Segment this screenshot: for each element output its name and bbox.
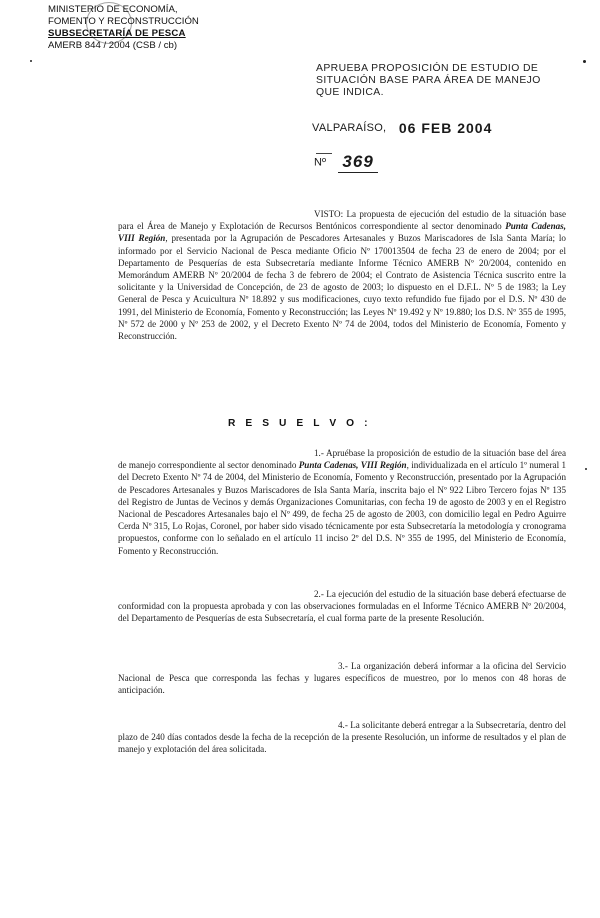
article-3 bbox=[118, 660, 566, 697]
date-stamp: 06 FEB 2004 bbox=[398, 119, 493, 136]
scan-speck bbox=[585, 468, 587, 470]
scan-speck bbox=[30, 60, 32, 62]
resuelvo-heading: R E S U E L V O : bbox=[228, 418, 372, 429]
article-2 bbox=[118, 588, 566, 625]
visto-lead: VISTO: bbox=[314, 209, 344, 219]
place-label: VALPARAÍSO, bbox=[312, 121, 387, 134]
article-3-number: 3.- bbox=[338, 661, 348, 671]
letterhead bbox=[48, 4, 248, 52]
scan-speck bbox=[583, 60, 586, 63]
article-2-text: La ejecución del estudio de la situación base deberá efectuarse de conformidad con la propuesta aprobada y con las observaciones formuladas en el Informe Técnico AMERB Nº 20/2004, del Departamento de Pesquerías de esta Subsecretaría, el cual forma parte de la presente Resolución. bbox=[118, 589, 566, 624]
number-label: Nº bbox=[314, 156, 326, 169]
place-date-line bbox=[312, 119, 492, 137]
article-1-text-a: Apruébase la proposición de estudio de la situación base del área de manejo correspondiente al sector denominado bbox=[118, 448, 566, 471]
visto-text-a: La propuesta de ejecución del estudio de la situación base para el Área de Manejo y Explotación de Recursos Bentónicos correspondiente al sector denominado bbox=[118, 209, 566, 232]
article-4 bbox=[118, 719, 566, 756]
resolution-number: 369 bbox=[338, 152, 377, 173]
article-1-number: 1.- bbox=[314, 448, 324, 458]
resolution-subject: APRUEBA PROPOSICIÓN DE ESTUDIO DE SITUACIÓN BASE PARA ÁREA DE MANEJO QUE INDICA. bbox=[316, 63, 541, 98]
resolution-number-line bbox=[314, 152, 378, 173]
article-1-sector: Punta Cadenas, VIII Región bbox=[298, 460, 407, 471]
article-1 bbox=[118, 447, 566, 557]
article-1-text-b: , individualizada en el artículo 1º numeral 1 del Decreto Exento Nº 74 de 2004, del Ministerio de Economía, Fomento y Reconstrucción, presentado por la Agrupación de Pescadores Artesanales y Buzos Mariscadores de Isla Santa María, inscrita bajo el Nº 922 Libro Tercero fojas Nº 135 del Registro de Juntas de Vecinos y demás Organizaciones Comunitarias, con fecha 19 de agosto de 2003 y en el Registro Nacional de Pescadores Artesanales bajo el Nº 499, de fecha 25 de agosto de 2003, con domicilio legal en Pedro Aguirre Cerda Nº 315, Lo Rojas, Coronel, por haber sido visado técnicamente por esta Subsecretaría la metodología y cronograma propuestos, conforme con lo señalado en el artículo 11 inciso 2º del D.S. Nº 355 de 1995, del Ministerio de Economía, Fomento y Reconstrucción. bbox=[118, 460, 567, 556]
letterhead-ministry: MINISTERIO DE ECONOMÍA, bbox=[48, 4, 178, 15]
article-4-text: La solicitante deberá entregar a la Subsecretaría, dentro del plazo de 240 días contados desde la fecha de la recepción de la presente Resolución, un informe de resultados y el plan de manejo y explotación del área solicitada. bbox=[118, 720, 566, 755]
visto-paragraph bbox=[118, 208, 566, 342]
article-4-number: 4.- bbox=[338, 720, 348, 730]
article-3-text: La organización deberá informar a la oficina del Servicio Nacional de Pesca que corresponda las fechas y lugares específicos de muestreo, por lo menos con 48 horas de anticipación. bbox=[118, 661, 566, 696]
letterhead-reference: AMERB 844 / 2004 (CSB / cb) bbox=[48, 40, 178, 51]
letterhead-subsecretaria: SUBSECRETARÍA DE PESCA bbox=[48, 28, 186, 39]
visto-text-b: , presentada por la Agrupación de Pescadores Artesanales y Buzos Mariscadores de Isla Santa María; lo informado por el Servicio Nacional de Pesca mediante Oficio Nº 170013504 de fecha 23 de enero de 2004; por el Departamento de Pesquerías de esta Subsecretaría mediante Informe Técnico AMERB Nº 20/2004, contenido en Memorándum AMERB Nº 20/2004 de fecha 3 de febrero de 2004; el Contrato de Asistencia Técnica suscrito entre la solicitante y la Universidad de Concepción, de 23 de agosto de 2003; lo dispuesto en el D.F.L. Nº 5 de 1983; la Ley General de Pesca y Acuicultura Nº 18.892 y sus modificaciones, cuyo texto refundido fue fijado por el D.S. Nº 430 de 1991, del Ministerio de Economía, Fomento y Reconstrucción; las Leyes Nº 19.492 y Nº 19.880; los D.S. Nº 355 de 1995, Nº 572 de 2000 y Nº 253 de 2002, y el Decreto Exento Nº 74 de 2004, todos del Ministerio de Economía, Fomento y Reconstrucción. bbox=[118, 233, 566, 342]
letterhead-fomento: FOMENTO Y RECONSTRUCCIÓN bbox=[48, 16, 199, 27]
article-2-number: 2.- bbox=[314, 589, 324, 599]
visto-sector: Punta Cadenas, VIII Región bbox=[118, 221, 566, 244]
